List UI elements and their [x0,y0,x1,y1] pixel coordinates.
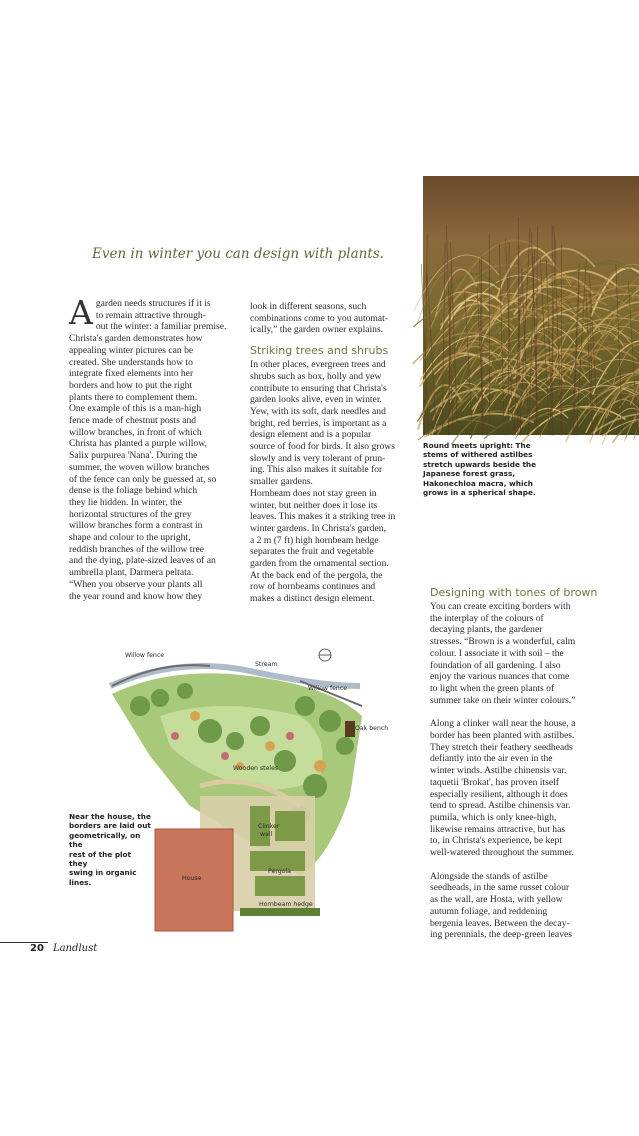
caption-line: Round meets upright: The [423,441,531,450]
text-line: out the winter: a familiar premise. [95,321,227,333]
label-wooden-steles: Wooden steles [233,765,279,772]
text-line: horizontal structures of the grey [69,508,192,520]
text-line: stresses. “Brown is a wonderful, calm [430,636,576,648]
text-line: design element and is a popular [250,429,372,441]
text-line: winter winds. Astilbe chinensis var. [430,765,567,777]
text-line: Hornbeam does not stay green in [250,487,377,499]
garden-plan-illustration [100,646,389,933]
text-line: to light when the green plants of [430,682,555,694]
text-line: winter gardens. In Christa's garden, [250,522,387,534]
column-3-para-3 [430,871,610,941]
text-line: shrubs such as box, holly and yew [250,370,382,382]
caption-line: grows in a spherical shape. [423,488,536,498]
text-line: winter, but neither does it lose its [250,499,378,511]
caption-line: swing in organic lines. [69,868,137,887]
text-line: Salix purpurea 'Nana'. During the [69,450,198,462]
text-line: row of hornbeams continues and [250,581,376,593]
plan-caption [69,812,151,887]
caption-line: stems of withered astilbes [423,450,533,460]
text-line: Along a clinker wall near the house, a [430,718,576,730]
text-line: to remain attractive through- [95,309,206,321]
column-3-para-1 [430,601,610,706]
label-willow-fence-1: Willow fence [125,652,165,659]
label-oak-bench: Oak bench [355,725,389,732]
text-line: of the fence can only be guessed at, so [69,473,217,485]
text-line: garden from the ornamental section. [250,558,389,570]
text-line: especially resilient, although it does [430,788,568,800]
text-line: “When you observe your plants all [69,578,203,590]
text-line: appealing winter pictures can be [69,344,194,356]
text-line: ically,” the garden owner explains. [250,324,384,336]
label-clinker: Clinker [258,823,280,830]
column-2-intro [250,301,422,336]
text-line: autumn foliage, and reddening [430,905,548,917]
text-column-2 [250,301,422,605]
text-line: foundation of all gardening. I also [430,659,561,671]
text-line: ing perennials, the deep-green leaves [430,929,572,941]
text-line: a 2 m (7 ft) high hornbeam hedge [250,534,379,546]
text-line: created. She understands how to [69,356,193,368]
text-line: to, in Christa's experience, be kept [430,835,563,847]
text-line: the year round and know how they [69,590,203,602]
text-line: They stretch their feathery seedheads [430,741,573,753]
text-line: borders and how to put the right [69,379,193,391]
caption-line: rest of the plot they [69,849,132,869]
text-line: In other places, evergreen trees and [250,359,386,371]
column-2-body [250,359,422,605]
text-line: separates the fruit and vegetable [250,546,374,558]
text-line: pumila, which is only knee-high, [430,811,557,823]
label-hornbeam-hedge: Hornbeam hedge [259,901,313,908]
text-line: At the back end of the pergola, the [250,569,383,581]
text-line: decaying plants, the gardener [430,624,543,636]
text-line: umbrella plant, Darmera peltata. [69,567,194,579]
text-line: makes a distinct design element. [250,593,375,605]
text-line: garden looks alive, even in winter. [250,394,382,406]
column-1-body [69,293,241,602]
label-stream: Stream [255,661,278,668]
text-line: tend to spread. Astilbe chinensis var. [430,800,571,812]
text-line: garden needs structures if it is [95,298,211,309]
grass-photo [423,176,639,435]
text-line: Alongside the stands of astilbe [430,870,548,882]
text-line: ing. This also makes it suitable for [250,464,383,476]
text-line: shape and colour to the upright, [69,532,191,544]
column-3-para-2 [430,718,610,858]
text-line: bergenia leaves. Between the decay- [430,917,570,929]
text-line: summer, the woven willow branches [69,461,210,473]
caption-line: Near the house, the [69,812,151,821]
text-line: colour. I associate it with soil – the [430,647,564,659]
drop-cap: A [69,293,93,332]
text-line: dense is the foliage behind which [69,485,198,497]
caption-line: Hakonechloa macra, which [423,478,533,488]
text-line: integrate fixed elements into her [69,368,194,380]
text-line: You can create exciting borders with [430,601,571,612]
text-line: defiantly into the air even in the [430,753,553,765]
label-willow-fence-2: Willow fence [308,685,348,692]
label-house: House [182,875,202,882]
text-line: leaves. This makes it a striking tree in [250,511,396,523]
text-line: willow branches, in front of which [69,426,202,438]
text-column-3 [430,586,610,941]
subtitle: Even in winter you can design with plants. [92,246,384,262]
text-line: combinations come to you automat- [250,312,389,324]
text-line: Christa's garden demonstrates how [69,333,203,345]
text-line: likewise remains attractive, but has [430,823,566,835]
text-line: seedheads, in the same russet colour [430,882,570,894]
text-line: Yew, with its soft, dark needles and [250,405,386,417]
text-line: as the wall, are Hosta, with yellow [430,894,563,906]
text-line: bright, red berries, is important as a [250,417,387,429]
text-line: Christa has planted a purple willow, [69,438,207,450]
text-line: source of food for birds. It also grows [250,441,395,453]
caption-line: Japanese forest grass, [423,469,516,479]
text-line: summer take on their winter colours.” [430,694,576,706]
caption-line: stretch upwards beside the [423,459,537,469]
section-heading-trees: Striking trees and shrubs [250,344,389,358]
label-wall: wall [260,831,273,838]
magazine-brand: Landlust [53,943,98,954]
text-line: look in different seasons, such [250,301,367,312]
caption-line: borders are laid out [69,821,151,831]
text-line: willow branches form a contrast in [69,520,203,532]
text-line: smaller gardens. [250,476,313,488]
text-line: plants there to complement them. [69,391,198,403]
page-number: 20 [30,943,44,954]
label-pergola: Pergola [268,868,291,875]
caption-line: geometrically, on the [69,830,141,850]
text-column-1 [69,293,241,602]
text-line: contribute to ensuring that Christa's [250,382,387,394]
astilbe-grass-image [423,176,639,435]
text-line: One example of this is a man-high [69,403,202,415]
text-line: fence made of chestnut posts and [69,415,197,427]
text-line: enjoy the various nuances that come [430,671,570,683]
text-line: reddish branches of the willow tree [69,543,205,555]
photo-caption [423,441,573,497]
text-line: well-watered throughout the summer. [430,847,574,859]
text-line: and the dying, plate-sized leaves of an [69,555,216,567]
text-line: slowly and is very tolerant of prun- [250,452,386,464]
text-line: taquetii 'Brokat', has proven itself [430,776,559,788]
text-line: border has been planted with astilbes. [430,730,575,742]
section-heading-brown: Designing with tones of brown [430,586,598,599]
text-line: they lie hidden. In winter, the [69,496,182,508]
text-line: the interplay of the colours of [430,612,544,624]
